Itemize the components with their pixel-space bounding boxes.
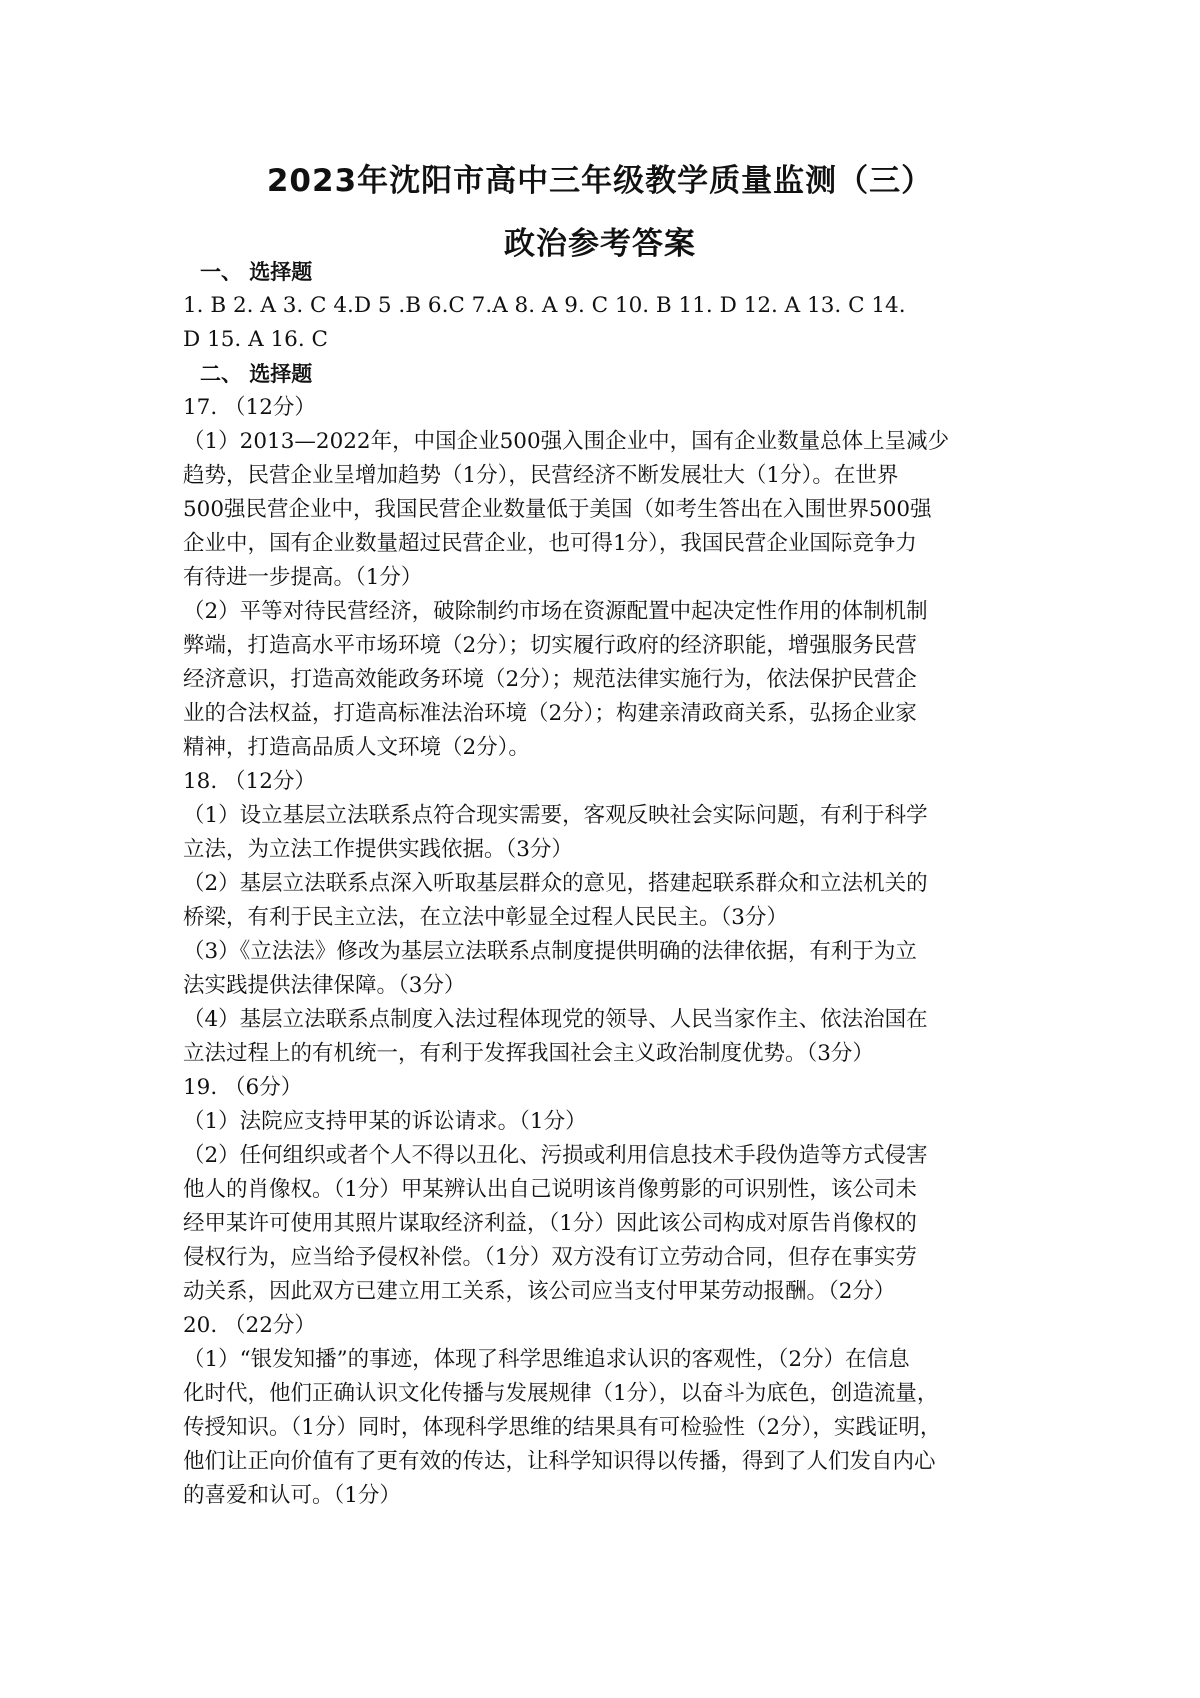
answer-line: 的喜爱和认可。（1分） [183,1483,401,1508]
answer-line: 化时代，他们正确认识文化传播与发展规律（1分），以奋斗为底色，创造流量， [183,1381,939,1406]
answer-line: 法实践提供法律保障。（3分） [183,973,466,998]
answer-line: 弊端，打造高水平市场环境（2分）；切实履行政府的经济职能，增强服务民营 [183,633,917,658]
answer-line: 经甲某许可使用其照片谋取经济利益，（1分）因此该公司构成对原告肖像权的 [183,1211,917,1236]
answer-line: 桥梁，有利于民主立法，在立法中彰显全过程人民民主。（3分） [183,905,788,930]
answer-line: 企业中，国有企业数量超过民营企业，也可得1分），我国民营企业国际竞争力 [183,531,917,556]
answer-line: （2）任何组织或者个人不得以丑化、污损或利用信息技术手段伪造等方式侵害 [183,1143,928,1168]
question-header: 17. （12分） [183,395,316,420]
answer-line: 立法，为立法工作提供实践依据。（3分） [183,837,573,862]
answer-line: 业的合法权益，打造高标准法治环境（2分）；构建亲清政商关系，弘扬企业家 [183,701,917,726]
page-title: 2023年沈阳市高中三年级教学质量监测（三） [266,163,934,199]
answer-line: （3）《立法法》修改为基层立法联系点制度提供明确的法律依据，有利于为立 [183,939,917,964]
answer-line: （1）设立基层立法联系点符合现实需要，客观反映社会实际问题，有利于科学 [183,803,928,828]
answer-line: D 15. A 16. C [183,327,328,352]
answer-line: 侵权行为，应当给予侵权补偿。（1分）双方没有订立劳动合同，但存在事实劳 [183,1245,917,1270]
answer-line: 500强民营企业中，我国民营企业数量低于美国（如考生答出在入围世界500强 [183,497,932,522]
answer-line: 有待进一步提高。（1分） [183,565,423,590]
answer-line: （2）平等对待民营经济，破除制约市场在资源配置中起决定性作用的体制机制 [183,599,928,624]
page-subtitle: 政治参考答案 [504,226,696,262]
question-header: 19. （6分） [183,1075,303,1100]
answer-line: （4）基层立法联系点制度入法过程体现党的领导、人民当家作主、依法治国在 [183,1007,928,1032]
answer-line: 他们让正向价值有了更有效的传达，让科学知识得以传播，得到了人们发自内心 [183,1449,936,1474]
question-header: 18. （12分） [183,769,316,794]
answer-line: 传授知识。（1分）同时，体现科学思维的结果具有可检验性（2分），实践证明， [183,1415,942,1440]
answer-line: 经济意识，打造高效能政务环境（2分）；规范法律实施行为，依法保护民营企 [183,667,917,692]
answer-line: （1）“银发知播”的事迹，体现了科学思维追求认识的客观性，（2分）在信息 [183,1347,910,1372]
answer-line: 动关系，因此双方已建立用工关系，该公司应当支付甲某劳动报酬。（2分） [183,1279,896,1304]
answer-line: 1. B 2. A 3. C 4.D 5 .B 6.C 7.A 8. A 9. C 10. B 11. D 12. A 13. C 14. [183,293,906,318]
answer-line: （1）2013—2022年，中国企业500强入围企业中，国有企业数量总体上呈减少 [183,429,950,454]
question-header: 20. （22分） [183,1313,316,1338]
answer-line: 趋势，民营企业呈增加趋势（1分），民营经济不断发展壮大（1分）。在世界 [183,463,899,488]
section-heading-1: 一、 选择题 [200,260,313,284]
answer-line: 他人的肖像权。（1分）甲某辨认出自己说明该肖像剪影的可识别性，该公司未 [183,1177,917,1202]
answer-line: 精神，打造高品质人文环境（2分）。 [183,735,530,760]
answer-line: （2）基层立法联系点深入听取基层群众的意见，搭建起联系群众和立法机关的 [183,871,928,896]
section-heading-2: 二、 选择题 [200,362,313,386]
answer-line: （1）法院应支持甲某的诉讼请求。（1分） [183,1109,587,1134]
answer-line: 立法过程上的有机统一，有利于发挥我国社会主义政治制度优势。（3分） [183,1041,874,1066]
